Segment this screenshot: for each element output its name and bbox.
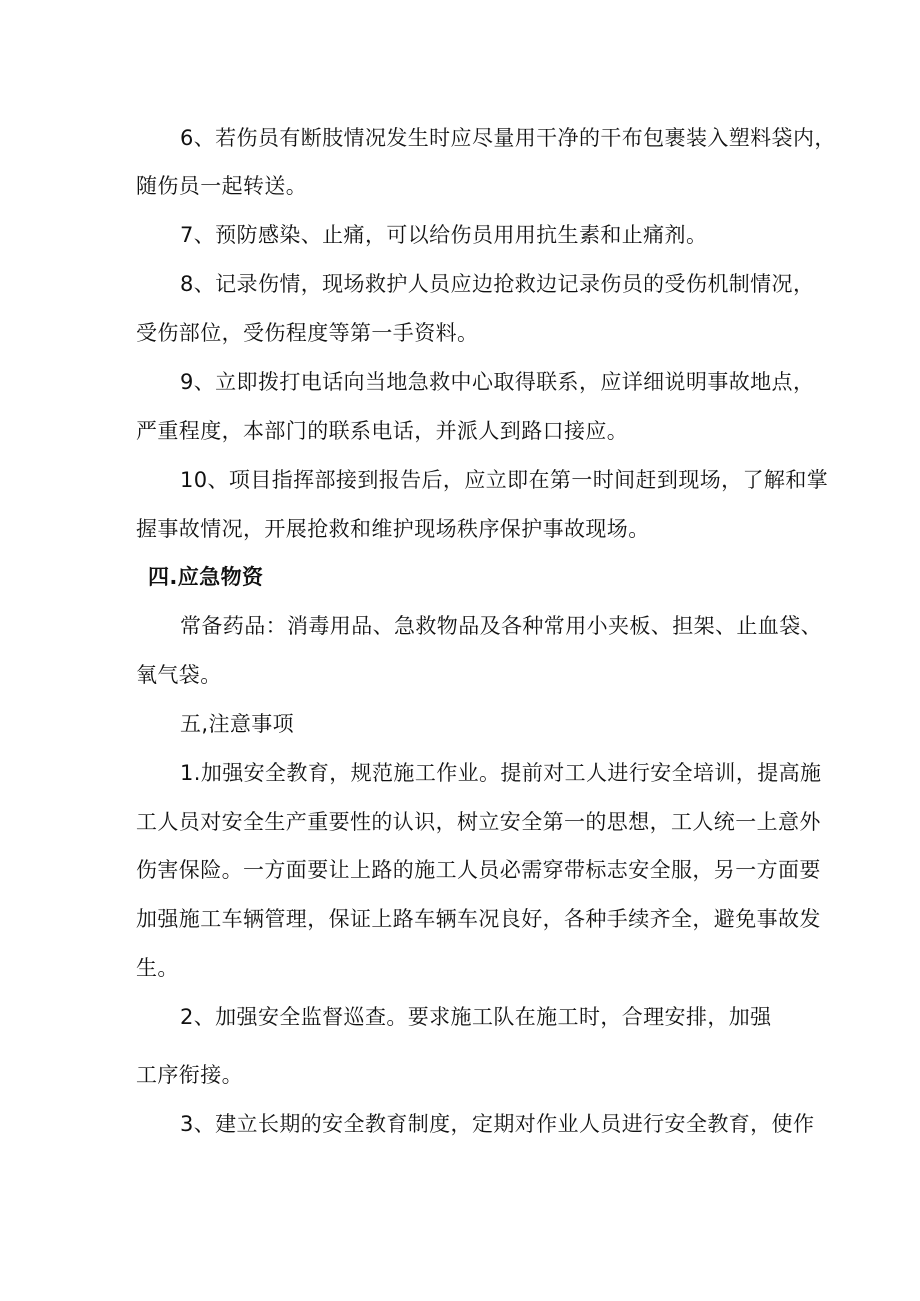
paragraph-8-line-2: 受伤部位，受伤程度等第一手资料。 <box>136 321 479 345</box>
paragraph-10-line-1: 10、项目指挥部接到报告后，应立即在第一时间赶到现场，了解和掌 <box>180 468 829 492</box>
note-1-line-1: 1.加强安全教育，规范施工作业。提前对工人进行安全培训，提高施 <box>180 761 822 785</box>
supplies-line-1: 常备药品：消毒用品、急救物品及各种常用小夹板、担架、止血袋、 <box>180 614 822 638</box>
note-2-line-1: 2、加强安全监督巡查。要求施工队在施工时，合理安排，加强 <box>180 1005 772 1029</box>
paragraph-9-line-2: 严重程度，本部门的联系电话，并派人到路口接应。 <box>136 419 629 443</box>
paragraph-7-line-1: 7、预防感染、止痛，可以给伤员用用抗生素和止痛剂。 <box>180 223 708 247</box>
note-3-line-1: 3、建立长期的安全教育制度，定期对作业人员进行安全教育，使作 <box>180 1112 815 1136</box>
note-1-line-4: 加强施工车辆管理，保证上路车辆车况良好，各种手续齐全，避免事故发 <box>136 907 821 931</box>
note-1-line-5: 生。 <box>136 956 179 980</box>
supplies-line-2: 氧气袋。 <box>136 663 222 687</box>
note-2-line-2: 工序衔接。 <box>136 1063 243 1087</box>
paragraph-9-line-1: 9、立即拨打电话向当地急救中心取得联系，应详细说明事故地点， <box>180 370 815 394</box>
paragraph-10-line-2: 握事故情况，开展抢救和维护现场秩序保护事故现场。 <box>136 517 650 541</box>
section-4-heading: 四.应急物资 <box>148 565 264 589</box>
paragraph-6-line-2: 随伤员一起转送。 <box>136 174 308 198</box>
paragraph-8-line-1: 8、记录伤情，现场救护人员应边抢救边记录伤员的受伤机制情况， <box>180 272 815 296</box>
section-5-heading: 五,注意事项 <box>180 712 295 736</box>
paragraph-6-line-1: 6、若伤员有断肢情况发生时应尽量用干净的干布包裹装入塑料袋内， <box>180 126 836 150</box>
note-1-line-3: 伤害保险。一方面要让上路的施工人员必需穿带标志安全服，另一方面要 <box>136 858 821 882</box>
note-1-line-2: 工人员对安全生产重要性的认识，树立安全第一的思想，工人统一上意外 <box>136 810 821 834</box>
